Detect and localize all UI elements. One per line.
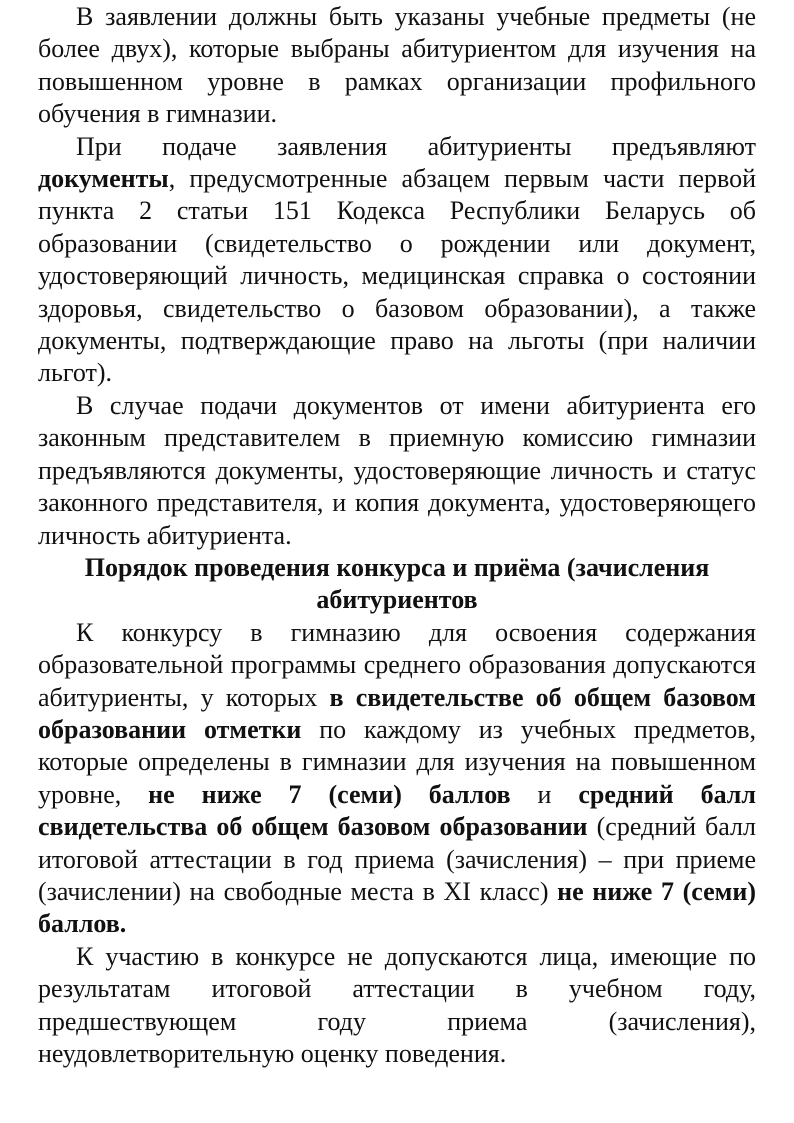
criteria-text-4: (средний балл итоговой аттестации в год приема (зачисления) – при приеме (зачислении) на свободные места в XI класс) xyxy=(38,812,756,906)
paragraph-documents xyxy=(38,131,756,390)
paragraph-documents-text-1: При подаче заявления абитуриенты предъявляют xyxy=(76,131,756,161)
criteria-text-2: по каждому из учебных предметов, которые определены в гимназии для изучения на повышенном уровне, xyxy=(38,714,756,809)
document-page xyxy=(38,1,756,1070)
criteria-bold-2: не ниже 7 (семи) баллов xyxy=(148,779,511,809)
criteria-bold-3: средний балл свидетельства об общем базовом образовании xyxy=(38,779,756,842)
paragraph-exclusion: К участию в конкурсе не допускаются лица, имеющие по результатам итоговой аттестации в учебном году, предшествующем году приема (зачисления), неудовлетворительную оценку поведения. xyxy=(38,941,756,1068)
criteria-bold-4: не ниже 7 (семи) баллов. xyxy=(38,876,757,939)
paragraph-documents-bold: документы xyxy=(38,164,169,194)
criteria-text-1: К конкурсу в гимназию для освоения содержания образовательной программы среднего образования допускаются абитуриенты, у которых xyxy=(38,617,756,712)
paragraph-admission-criteria xyxy=(38,617,756,941)
paragraph-subjects: В заявлении должны быть указаны учебные предметы (не более двух), которые выбраны абитуриентом для изучения на повышенном уровне в рамках организации профильного обучения в гимназии. xyxy=(38,2,756,129)
criteria-text-3: и xyxy=(510,779,579,809)
section-heading: Порядок проведения конкурса и приёма (зачисления абитуриентов xyxy=(84,552,710,615)
paragraph-documents-text-2: , предусмотренные абзацем первым части первой пункта 2 статьи 151 Кодекса Республики Беларусь об образовании (свидетельство о рождении или документ, удостоверяющий личность, медицинская справка о состоянии здоровья, свидетельство о базовом образовании), а также документы, подтверждающие право на льготы (при наличии льгот). xyxy=(38,164,756,388)
paragraph-representative: В случае подачи документов от имени абитуриента его законным представителем в приемную комиссию гимназии предъявляются документы, удостоверяющие личность и статус законного представителя, и копия документа, удостоверяющего личность абитуриента. xyxy=(38,390,756,550)
criteria-bold-1: в свидетельстве об общем базовом образовании отметки xyxy=(38,682,757,744)
